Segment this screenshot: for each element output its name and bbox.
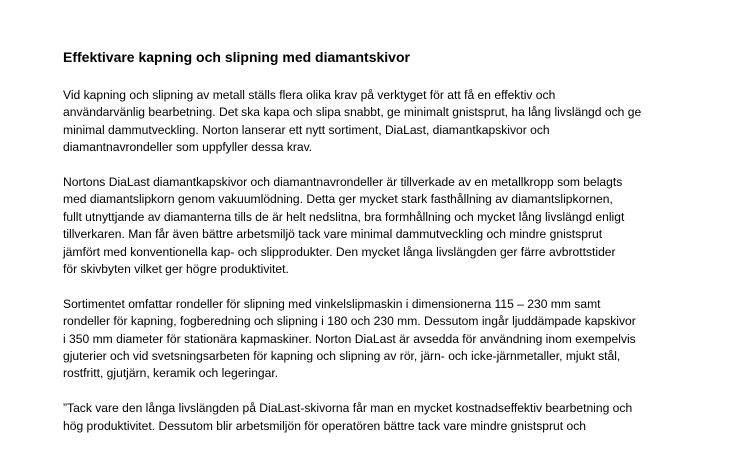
text-line: fullt utnyttjande av diamanterna tills de är helt nedslitna, bra formhållning och mycket lång livslängd enligt bbox=[63, 209, 625, 224]
text-line: användarvänlig bearbetning. Det ska kapa och slipa snabbt, ge minimalt gnistsprut, ha lång livslängd och ge bbox=[63, 105, 642, 120]
text-line: för skivbyten vilket ger högre produktivitet. bbox=[63, 262, 289, 277]
text-line: diamantnavrondeller som uppfyller dessa krav. bbox=[63, 140, 313, 155]
paragraph-1 bbox=[63, 87, 703, 157]
text-line: Vid kapning och slipning av metall ställs flera olika krav på verktyget för att få en effektiv och bbox=[63, 88, 556, 102]
paragraph-4 bbox=[63, 400, 703, 435]
text-line: rostfritt, gjutjärn, keramik och legeringar. bbox=[63, 366, 279, 381]
text-line: hög produktivitet. Dessutom blir arbetsmiljön för operatören bättre tack vare mindre gnistsprut och bbox=[63, 418, 586, 433]
document-title: Effektivare kapning och slipning med diamantskivor bbox=[63, 49, 410, 65]
text-line: tillverkaren. Man får även bättre arbetsmiljö tack vare minimal dammutveckling och mindre gnistsprut bbox=[63, 227, 603, 242]
text-line: gjuterier och vid svetsningsarbeten för kapning och slipning av rör, järn- och icke-järnmetaller, mjukt stål, bbox=[63, 349, 621, 364]
text-line: minimal dammutveckling. Norton lanserar ett nytt sortiment, DiaLast, diamantkapskivor och bbox=[63, 122, 550, 137]
paragraph-2 bbox=[63, 174, 703, 278]
text-line: Sortimentet omfattar rondeller för slipning med vinkelslipmaskin i dimensionerna 115 – 230 mm samt bbox=[63, 296, 601, 311]
text-line: rondeller för kapning, fogberedning och slipning i 180 och 230 mm. Dessutom ingår ljuddämpade kapskivor bbox=[63, 314, 636, 329]
text-line: med diamantslipkorn genom vakuumlödning. Detta ger mycket stark fasthållning av diamantslipkornen, bbox=[63, 192, 613, 207]
text-line: ”Tack vare den långa livslängden på DiaLast-skivorna får man en mycket kostnadseffektiv bearbetning och bbox=[63, 401, 633, 416]
document-page bbox=[63, 48, 703, 452]
paragraph-3 bbox=[63, 296, 703, 383]
text-line: jämfört med konventionella kap- och slipprodukter. Den mycket långa livslängden ger färre avbrottstider bbox=[63, 244, 616, 259]
text-line: i 350 mm diameter för stationära kapmaskiner. Norton DiaLast är avsedda för användning inom exempelvis bbox=[63, 331, 636, 346]
text-line: Nortons DiaLast diamantkapskivor och diamantnavrondeller är tillverkade av en metallkropp som belagts bbox=[63, 175, 623, 190]
